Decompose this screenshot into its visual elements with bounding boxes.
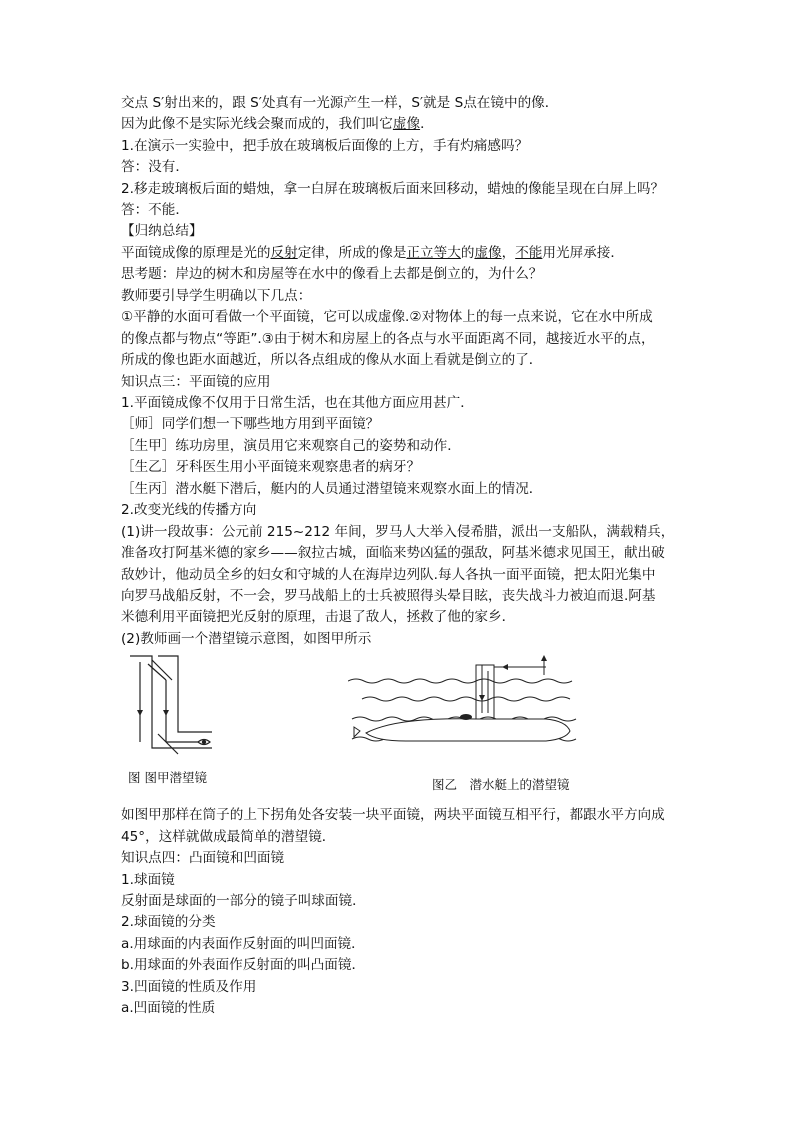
periscope-diagram xyxy=(126,650,216,768)
periscope-line-1: 如图甲那样在筒子的上下拐角处各安装一块平面镜，两块平面镜互相平行，都跟水平方向成 xyxy=(121,807,665,823)
student-c-answer: ［生丙］潜水艇下潜后，艇内的人员通过潜望镜来观察水面上的情况． xyxy=(121,481,543,497)
text-span: 因为此像不是实际光线会聚而成的，我们叫它 xyxy=(121,116,393,132)
underlined-term: 虚像 xyxy=(392,116,421,132)
underlined-term: 不能 xyxy=(515,245,543,261)
guide-line-1: ①平静的水面可看做一个平面镜，它可以成虚像.②对物体上的每一点来说，它在水中所成 xyxy=(121,309,653,325)
story-line-1: (1)讲一段故事：公元前 215~212 年间，罗马人大举入侵希腊，派出一支船队，满载精兵， xyxy=(121,524,675,540)
kp4-item-3a: a.凹面镜的性质 xyxy=(121,1000,216,1016)
text-span: 的 xyxy=(460,245,475,261)
kp4-item-2b: b.用球面的外表面作反射面的叫凸面镜． xyxy=(121,957,366,973)
story-line-4: 向罗马战船反射，不一会，罗马战船上的士兵被照得头晕目眩，丧失战斗力被迫而退.阿基 xyxy=(121,588,656,604)
guide-line-3: 所成的像也距水面越近，所以各点组成的像从水面上看就是倒立的了． xyxy=(121,352,543,368)
kp3-item-2: 2.改变光线的传播方向 xyxy=(121,502,257,518)
underlined-term: 反射 xyxy=(270,245,298,261)
student-a-answer: ［生甲］练功房里，演员用它来观察自己的姿势和动作． xyxy=(121,438,461,454)
periscope-line-2: 45°，这样就做成最简单的潜望镜． xyxy=(121,829,336,845)
answer-1: 答：没有． xyxy=(121,159,189,175)
guide-line-2: 的像点都与物点“等距”.③由于树木和房屋上的各点与水平面距离不同，越接近水平的点， xyxy=(121,331,655,347)
story-line-5: 米德利用平面镜把光反射的原理，击退了敌人，拯救了他的家乡． xyxy=(121,609,516,625)
drawing-intro: (2)教师画一个潜望镜示意图，如图甲所示 xyxy=(121,631,372,647)
paragraph-intro-2 xyxy=(121,115,434,134)
answer-2: 答：不能． xyxy=(121,202,189,218)
kp4-item-2a: a.用球面的内表面作反射面的叫凹面镜． xyxy=(121,936,365,952)
text-span: ， xyxy=(501,245,516,261)
question-2: 2.移走玻璃板后面的蜡烛，拿一白屏在玻璃板后面来回移动，蜡烛的像能呈现在白屏上吗？ xyxy=(121,181,665,197)
text-span: 定律，所成的像是 xyxy=(297,245,407,261)
kp4-item-3: 3.凹面镜的性质及作用 xyxy=(121,979,257,995)
underlined-term: 正立等大 xyxy=(406,245,461,261)
paragraph-intro-1: 交点 S′射出来的，跟 S′处真有一光源产生一样，S′就是 S点在镜中的像． xyxy=(121,95,559,111)
student-b-answer: ［生乙］牙科医生用小平面镜来观察患者的病牙？ xyxy=(121,459,421,475)
teacher-question: ［师］同学们想一下哪些地方用到平面镜？ xyxy=(121,416,380,432)
submarine-periscope-diagram xyxy=(348,655,580,755)
teacher-guide: 教师要引导学生明确以下几点： xyxy=(121,288,312,304)
story-line-3: 敌妙计，他动员全乡的妇女和守城的人在海岸边列队.每人各执一面平面镜，把太阳光集中 xyxy=(121,567,656,583)
knowledge-point-3-title: 知识点三：平面镜的应用 xyxy=(121,374,271,390)
kp4-item-1: 1.球面镜 xyxy=(121,872,175,888)
text-span: 平面镜成像的原理是光的 xyxy=(121,245,271,261)
summary-text xyxy=(121,244,624,263)
underlined-term: 虚像 xyxy=(474,245,502,261)
think-question: 思考题：岸边的树木和房屋等在水中的像看上去都是倒立的，为什么？ xyxy=(121,266,543,282)
kp4-item-1-definition: 反射面是球面的一部分的镜子叫球面镜． xyxy=(121,893,366,909)
story-line-2: 准备攻打阿基米德的家乡——叙拉古城，面临来势凶猛的强敌，阿基米德求见国王，献出破 xyxy=(121,545,665,561)
kp3-item-1: 1.平面镜成像不仅用于日常生活，也在其他方面应用甚广． xyxy=(121,395,474,411)
figure-b-caption: 图乙 潜水艇上的潜望镜 xyxy=(432,777,570,792)
kp4-item-2: 2.球面镜的分类 xyxy=(121,914,216,930)
knowledge-point-4-title: 知识点四：凸面镜和凹面镜 xyxy=(121,850,285,866)
eye-icon xyxy=(198,740,210,745)
figure-a-caption: 图 图甲潜望镜 xyxy=(128,770,207,785)
text-span: ． xyxy=(420,116,434,132)
text-span: 用光屏承接． xyxy=(542,245,624,261)
question-1: 1.在演示一实验中，把手放在玻璃板后面像的上方，手有灼痛感吗？ xyxy=(121,138,529,154)
summary-heading: 【归纳总结】 xyxy=(121,223,203,239)
